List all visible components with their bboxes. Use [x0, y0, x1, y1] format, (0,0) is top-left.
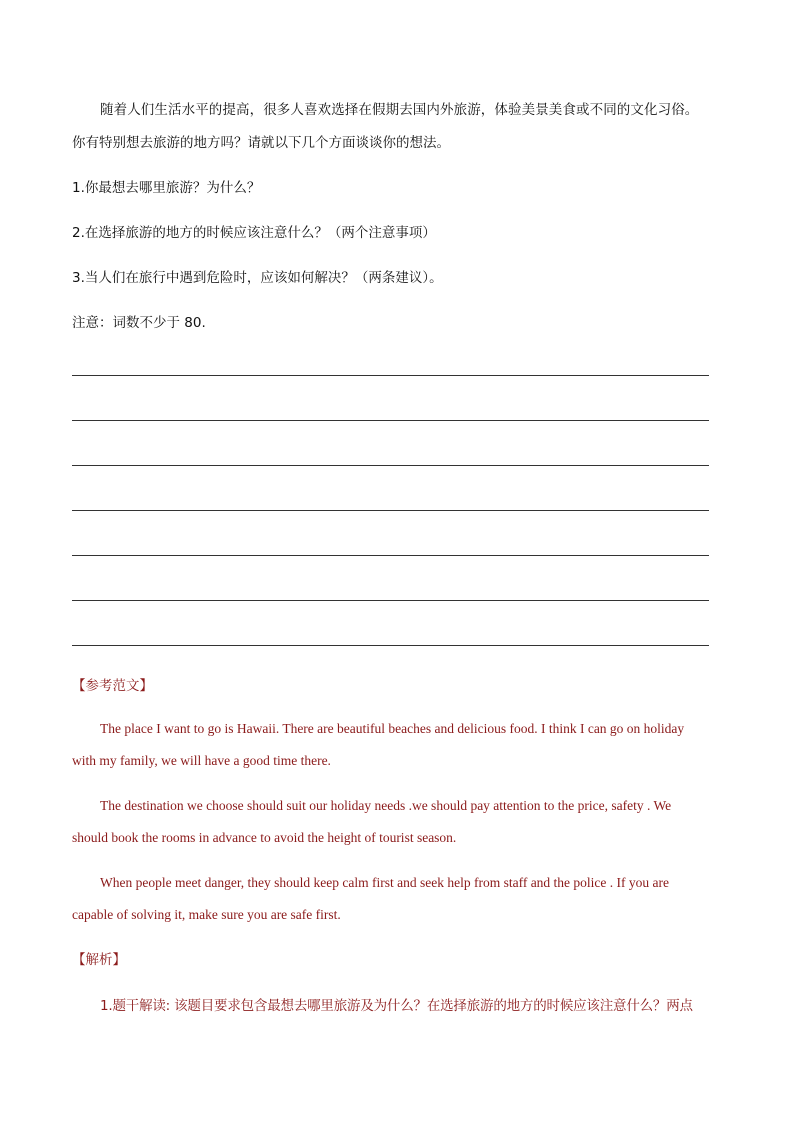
writing-line-4	[72, 510, 709, 511]
writing-line-7	[72, 645, 709, 646]
prompt-intro-line2: 你有特别想去旅游的地方吗？请就以下几个方面谈谈你的想法。	[72, 135, 450, 151]
writing-line-6	[72, 600, 709, 601]
sample-p2-line1: The destination we choose should suit our holiday needs .we should pay attention to the price, safety . We	[100, 798, 672, 813]
question-2: 2.在选择旅游的地方的时候应该注意什么？（两个注意事项）	[72, 225, 436, 241]
writing-line-5	[72, 555, 709, 556]
sample-p3-line1: When people meet danger, they should keep calm first and seek help from staff and the police . If you are	[100, 875, 670, 890]
writing-line-1	[72, 375, 709, 376]
prompt-intro-line1: 随着人们生活水平的提高，很多人喜欢选择在假期去国内外旅游，体验美景美食或不同的文化习俗。	[100, 102, 699, 118]
sample-p3-line2: capable of solving it, make sure you are safe first.	[72, 907, 341, 922]
writing-line-2	[72, 420, 709, 421]
analysis-line1: 1.题干解读: 该题目要求包含最想去哪里旅游及为什么？在选择旅游的地方的时候应该注意什么？两点	[100, 998, 693, 1014]
question-3: 3.当人们在旅行中遇到危险时，应该如何解决？（两条建议）。	[72, 270, 443, 286]
sample-p1-line2: with my family, we will have a good time there.	[72, 753, 331, 768]
word-count-note: 注意：词数不少于 80.	[72, 315, 206, 331]
sample-essay-heading: 【参考范文】	[72, 678, 153, 694]
analysis-heading: 【解析】	[72, 952, 126, 968]
writing-line-3	[72, 465, 709, 466]
question-1: 1.你最想去哪里旅游？为什么？	[72, 180, 261, 196]
sample-p1-line1: The place I want to go is Hawaii. There are beautiful beaches and delicious food. I think I can go on holiday	[100, 721, 685, 736]
sample-p2-line2: should book the rooms in advance to avoid the height of tourist season.	[72, 830, 457, 845]
